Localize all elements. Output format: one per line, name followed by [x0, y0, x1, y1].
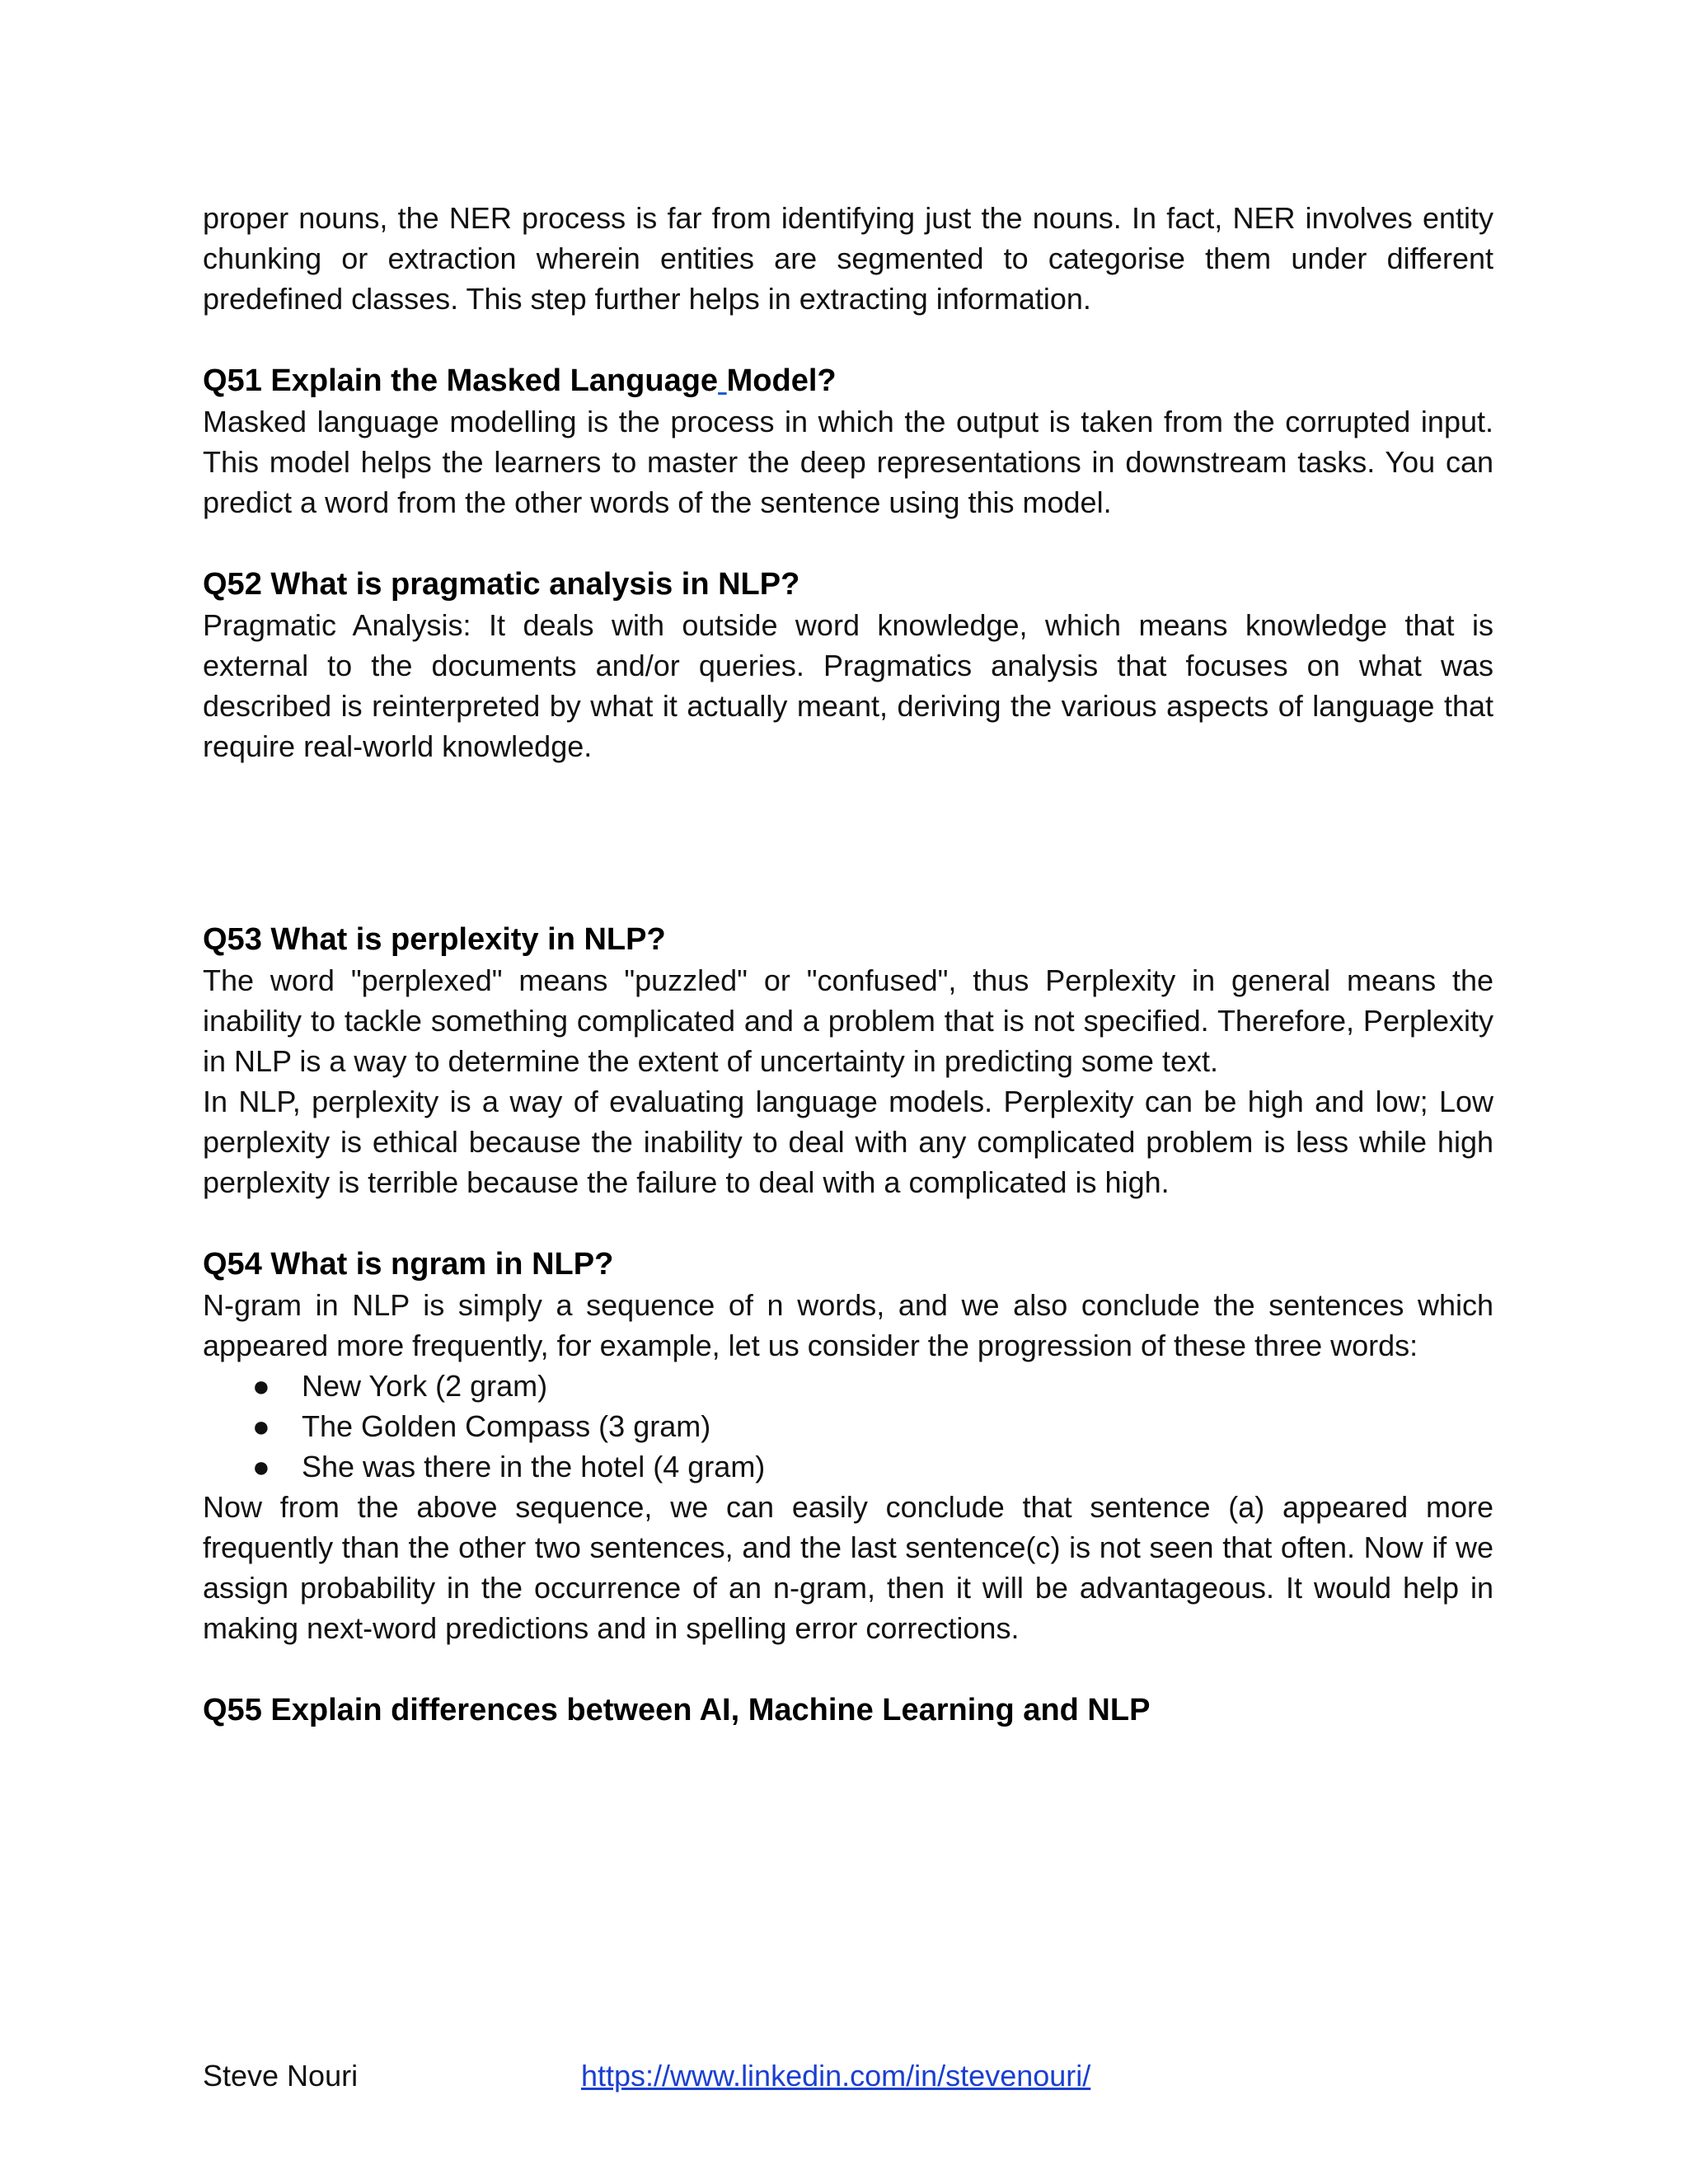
- document-content: [203, 198, 1493, 1731]
- q53-heading: Q53 What is perplexity in NLP?: [203, 922, 666, 957]
- q51-heading-text-b: Model?: [726, 363, 837, 398]
- q51-heading-text-a: Q51 Explain the Masked Language: [203, 363, 719, 398]
- list-item-text: New York (2 gram): [302, 1369, 548, 1403]
- linkedin-link[interactable]: https://www.linkedin.com/in/stevenouri/: [581, 2059, 1091, 2093]
- q51-answer: Masked language modelling is the process in which the output is taken from the corrupted input. This model helps the learners to master the deep representations in downstream tasks. You can predict a word from the other words of the sentence using this model.: [203, 405, 1493, 519]
- list-item-text: The Golden Compass (3 gram): [302, 1409, 711, 1443]
- q52-heading: Q52 What is pragmatic analysis in NLP?: [203, 567, 800, 602]
- page-footer: [203, 2055, 1493, 2097]
- ngram-example-list: [203, 1366, 1493, 1487]
- list-item: [203, 1366, 1493, 1406]
- q54-answer-part2: Now from the above sequence, we can easily conclude that sentence (a) appeared more frequently than the other two sentences, and the last sentence(c) is not seen that often. Now if we assign probability in the occurrence of an n-gram, then it will be advantageous. It would help in making next-word predictions and in spelling error corrections.: [203, 1490, 1493, 1645]
- intro-paragraph: proper nouns, the NER process is far from identifying just the nouns. In fact, NER involves entity chunking or extraction wherein entities are segmented to categorise them under different predefined classes. This step further helps in extracting information.: [203, 201, 1493, 316]
- list-item: [203, 1446, 1493, 1487]
- q51-heading-link-mark[interactable]: [718, 363, 727, 398]
- q52-answer: Pragmatic Analysis: It deals with outside word knowledge, which means knowledge that is external to the documents and/or queries. Pragmatics analysis that focuses on what was described is reinterpreted by what it actually meant, deriving the various aspects of language that require real-world knowledge.: [203, 608, 1493, 763]
- q55-heading: Q55 Explain differences between AI, Machine Learning and NLP: [203, 1693, 1151, 1727]
- q53-answer-part2: In NLP, perplexity is a way of evaluating language models. Perplexity can be high and low; Low perplexity is ethical because the inability to deal with any complicated problem is less while high perplexity is terrible because the failure to deal with a complicated is high.: [203, 1085, 1493, 1199]
- q51-heading: [203, 360, 1493, 401]
- list-item-text: She was there in the hotel (4 gram): [302, 1450, 766, 1483]
- bullet-icon: ●: [252, 1450, 270, 1483]
- q54-heading: Q54 What is ngram in NLP?: [203, 1247, 614, 1282]
- bullet-icon: ●: [252, 1409, 270, 1443]
- q53-answer-part1: The word "perplexed" means "puzzled" or "confused", thus Perplexity in general means the inability to tackle something complicated and a problem that is not specified. Therefore, Perplexity in NLP is a way to determine the extent of uncertainty in predicting some text.: [203, 963, 1493, 1078]
- footer-author: Steve Nouri: [203, 2059, 359, 2093]
- q54-answer-part1: N-gram in NLP is simply a sequence of n words, and we also conclude the sentences which appeared more frequently, for example, let us consider the progression of these three words:: [203, 1288, 1493, 1362]
- bullet-icon: ●: [252, 1369, 270, 1403]
- list-item: [203, 1406, 1493, 1446]
